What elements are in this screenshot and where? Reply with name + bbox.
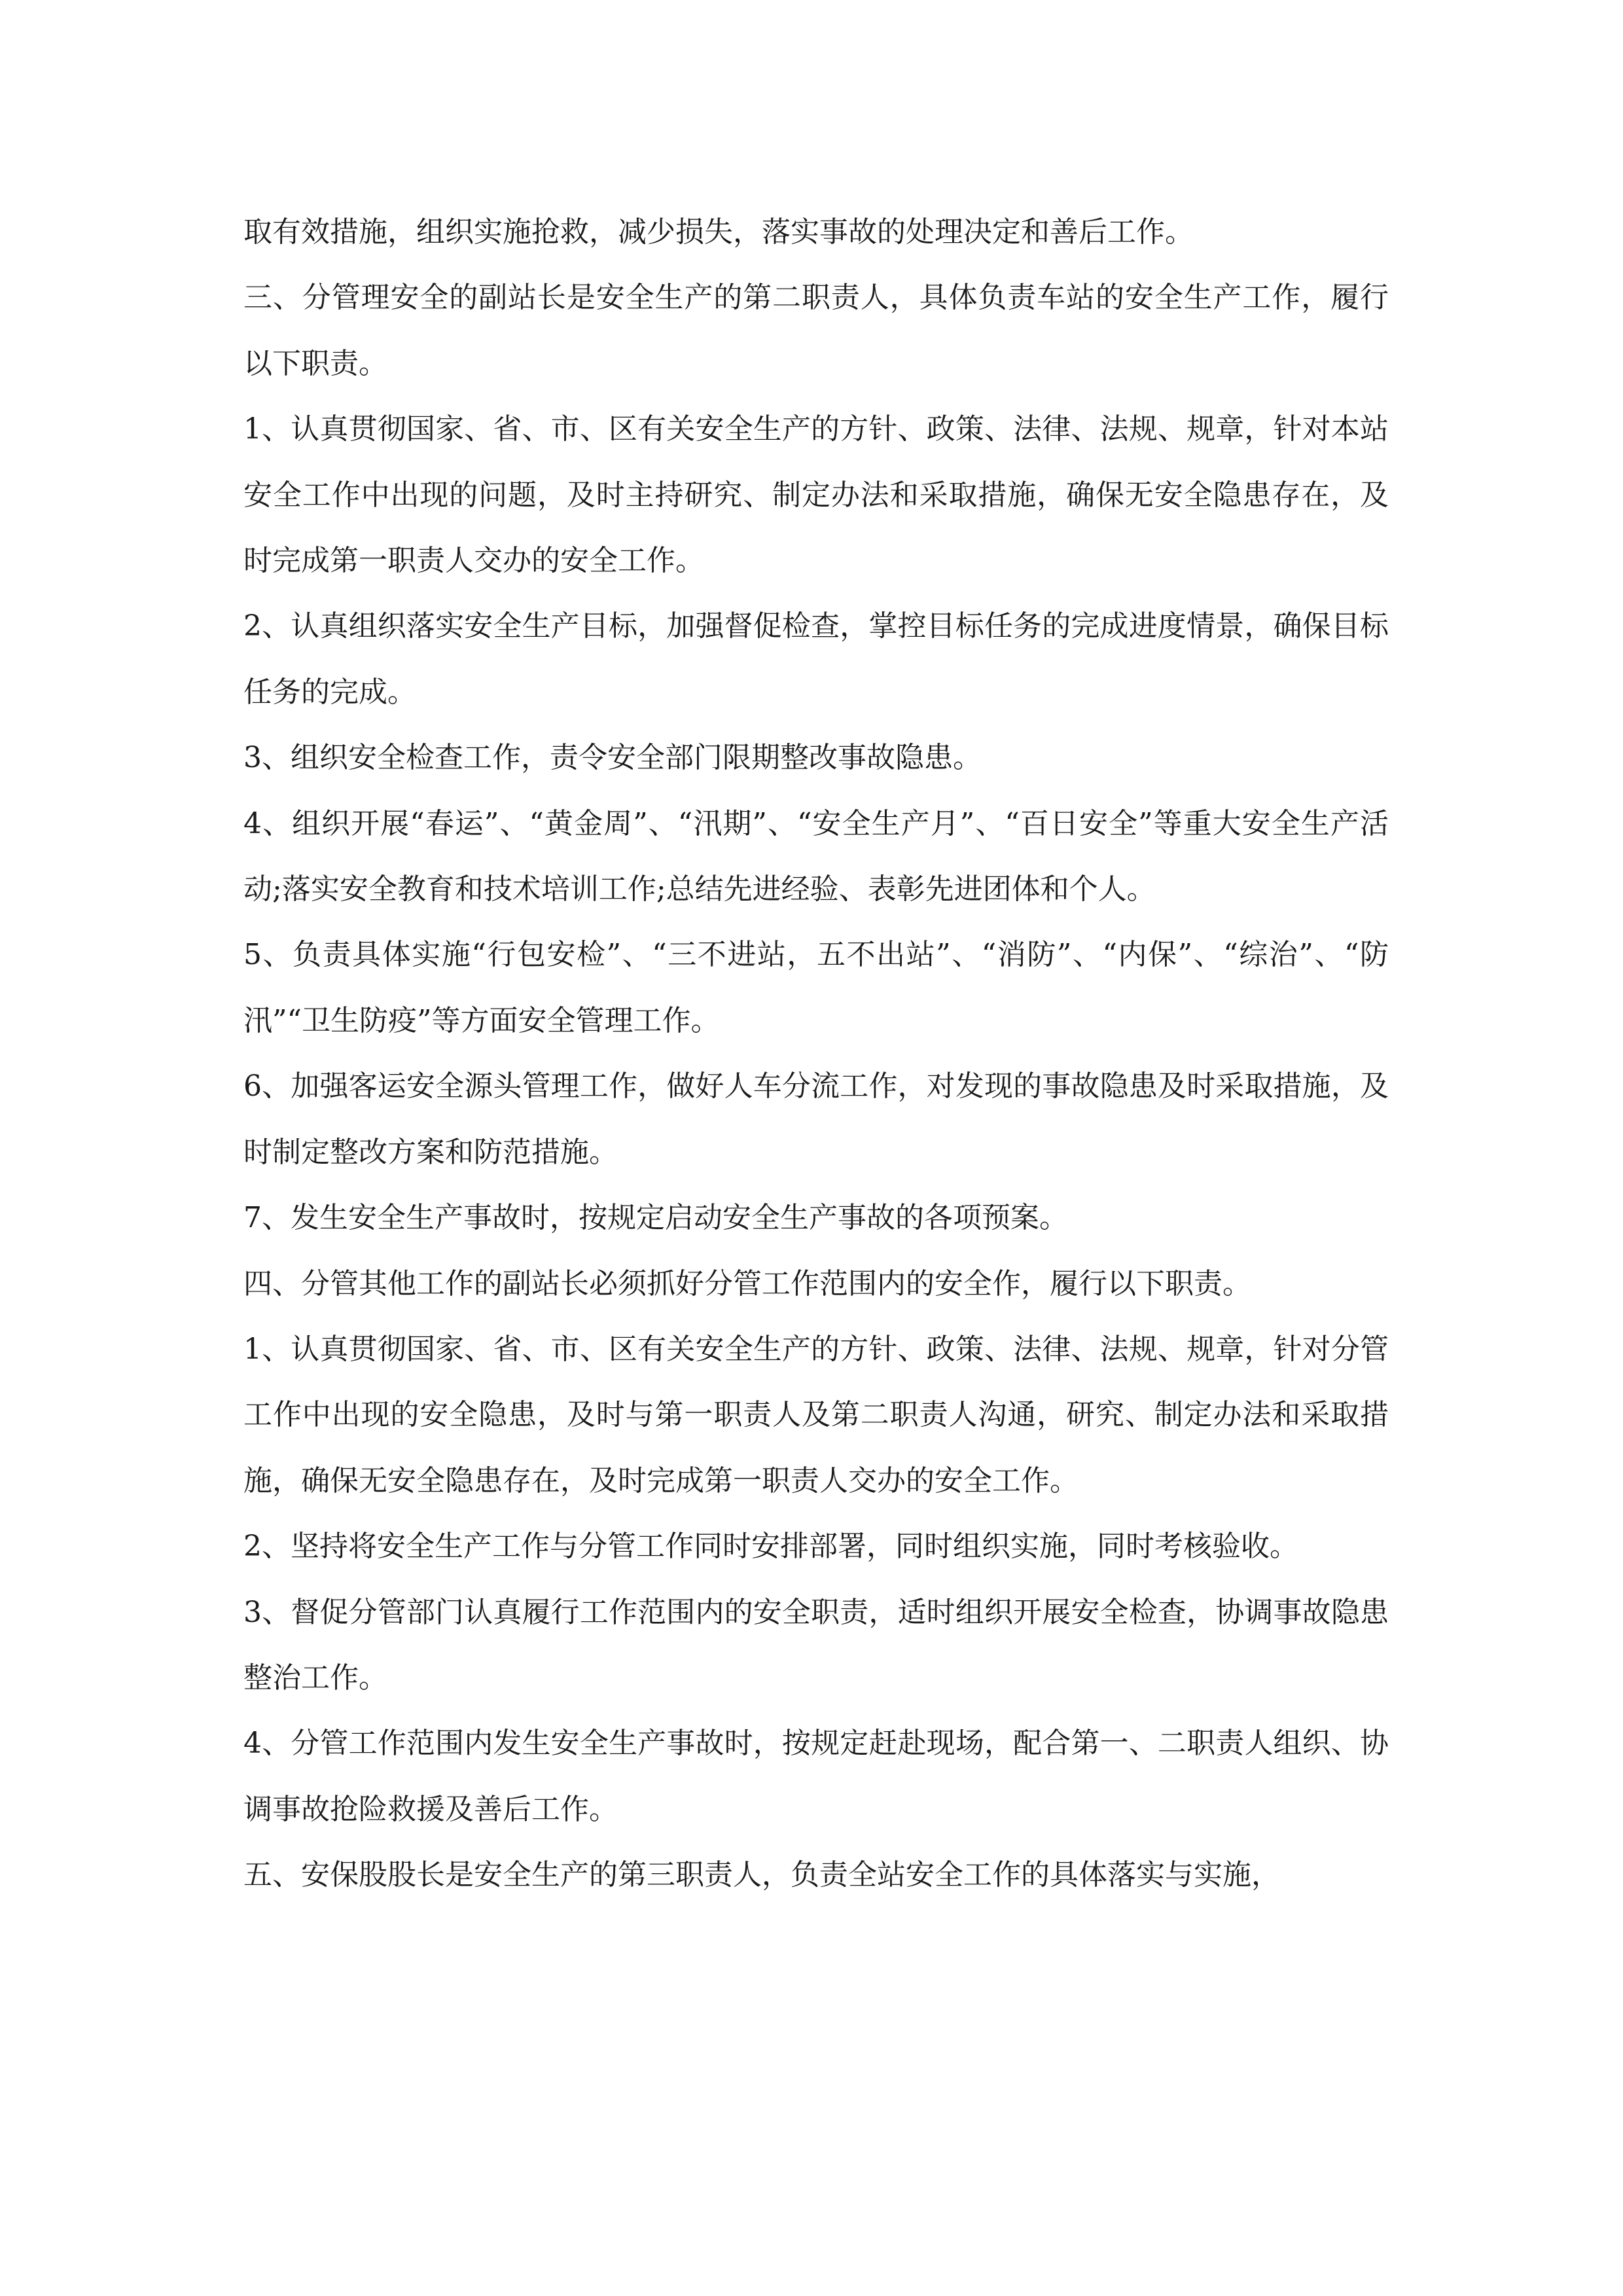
paragraph-1: 取有效措施，组织实施抢救，减少损失，落实事故的处理决定和善后工作。 [243,215,1194,249]
paragraph-5: 3、组织安全检查工作，责令安全部门限期整改事故隐患。 [243,741,982,775]
paragraph-11: 1、认真贯彻国家、省、市、区有关安全生产的方针、政策、法律、法规、规章，针对分管工作中出现的安全隐患，及时与第一职责人及第二职责人沟通，研究、制定办法和采取措施，确保无安全隐患存在，及时完成第一职责人交办的安全工作。 [243,1332,1389,1498]
paragraph-14: 4、分管工作范围内发生安全生产事故时，按规定赶赴现场，配合第一、二职责人组织、协调事故抢险救援及善后工作。 [243,1727,1389,1826]
paragraph-13: 3、督促分管部门认真履行工作范围内的安全职责，适时组织开展安全检查，协调事故隐患整治工作。 [243,1595,1389,1695]
paragraph-3: 1、认真贯彻国家、省、市、区有关安全生产的方针、政策、法律、法规、规章，针对本站安全工作中出现的问题，及时主持研究、制定办法和采取措施，确保无安全隐患存在，及时完成第一职责人交办的安全工作。 [243,412,1389,578]
paragraph-4: 2、认真组织落实安全生产目标，加强督促检查，掌控目标任务的完成进度情景，确保目标任务的完成。 [243,609,1389,709]
paragraph-10: 四、分管其他工作的副站长必须抓好分管工作范围内的安全作，履行以下职责。 [243,1266,1251,1300]
paragraph-2: 三、分管理安全的副站长是安全生产的第二职责人，具体负责车站的安全生产工作，履行以下职责。 [243,281,1389,380]
document-body [243,200,1389,1909]
paragraph-12: 2、坚持将安全生产工作与分管工作同时安排部署，同时组织实施，同时考核验收。 [243,1530,1298,1564]
paragraph-15: 五、安保股股长是安全生产的第三职责人，负责全站安全工作的具体落实与实施， [243,1858,1280,1892]
paragraph-9: 7、发生安全生产事故时，按规定启动安全生产事故的各项预案。 [243,1201,1068,1235]
paragraph-6: 4、组织开展“春运”、“黄金周”、“汛期”、“安全生产月”、“百日安全”等重大安全生产活动;落实安全教育和技术培训工作;总结先进经验、表彰先进团体和个人。 [243,806,1389,906]
paragraph-7: 5、负责具体实施“行包安检”、“三不进站，五不出站”、“消防”、“内保”、“综治”、“防汛”“卫生防疫”等方面安全管理工作。 [243,938,1389,1037]
paragraph-8: 6、加强客运安全源头管理工作，做好人车分流工作，对发现的事故隐患及时采取措施，及时制定整改方案和防范措施。 [243,1069,1389,1169]
